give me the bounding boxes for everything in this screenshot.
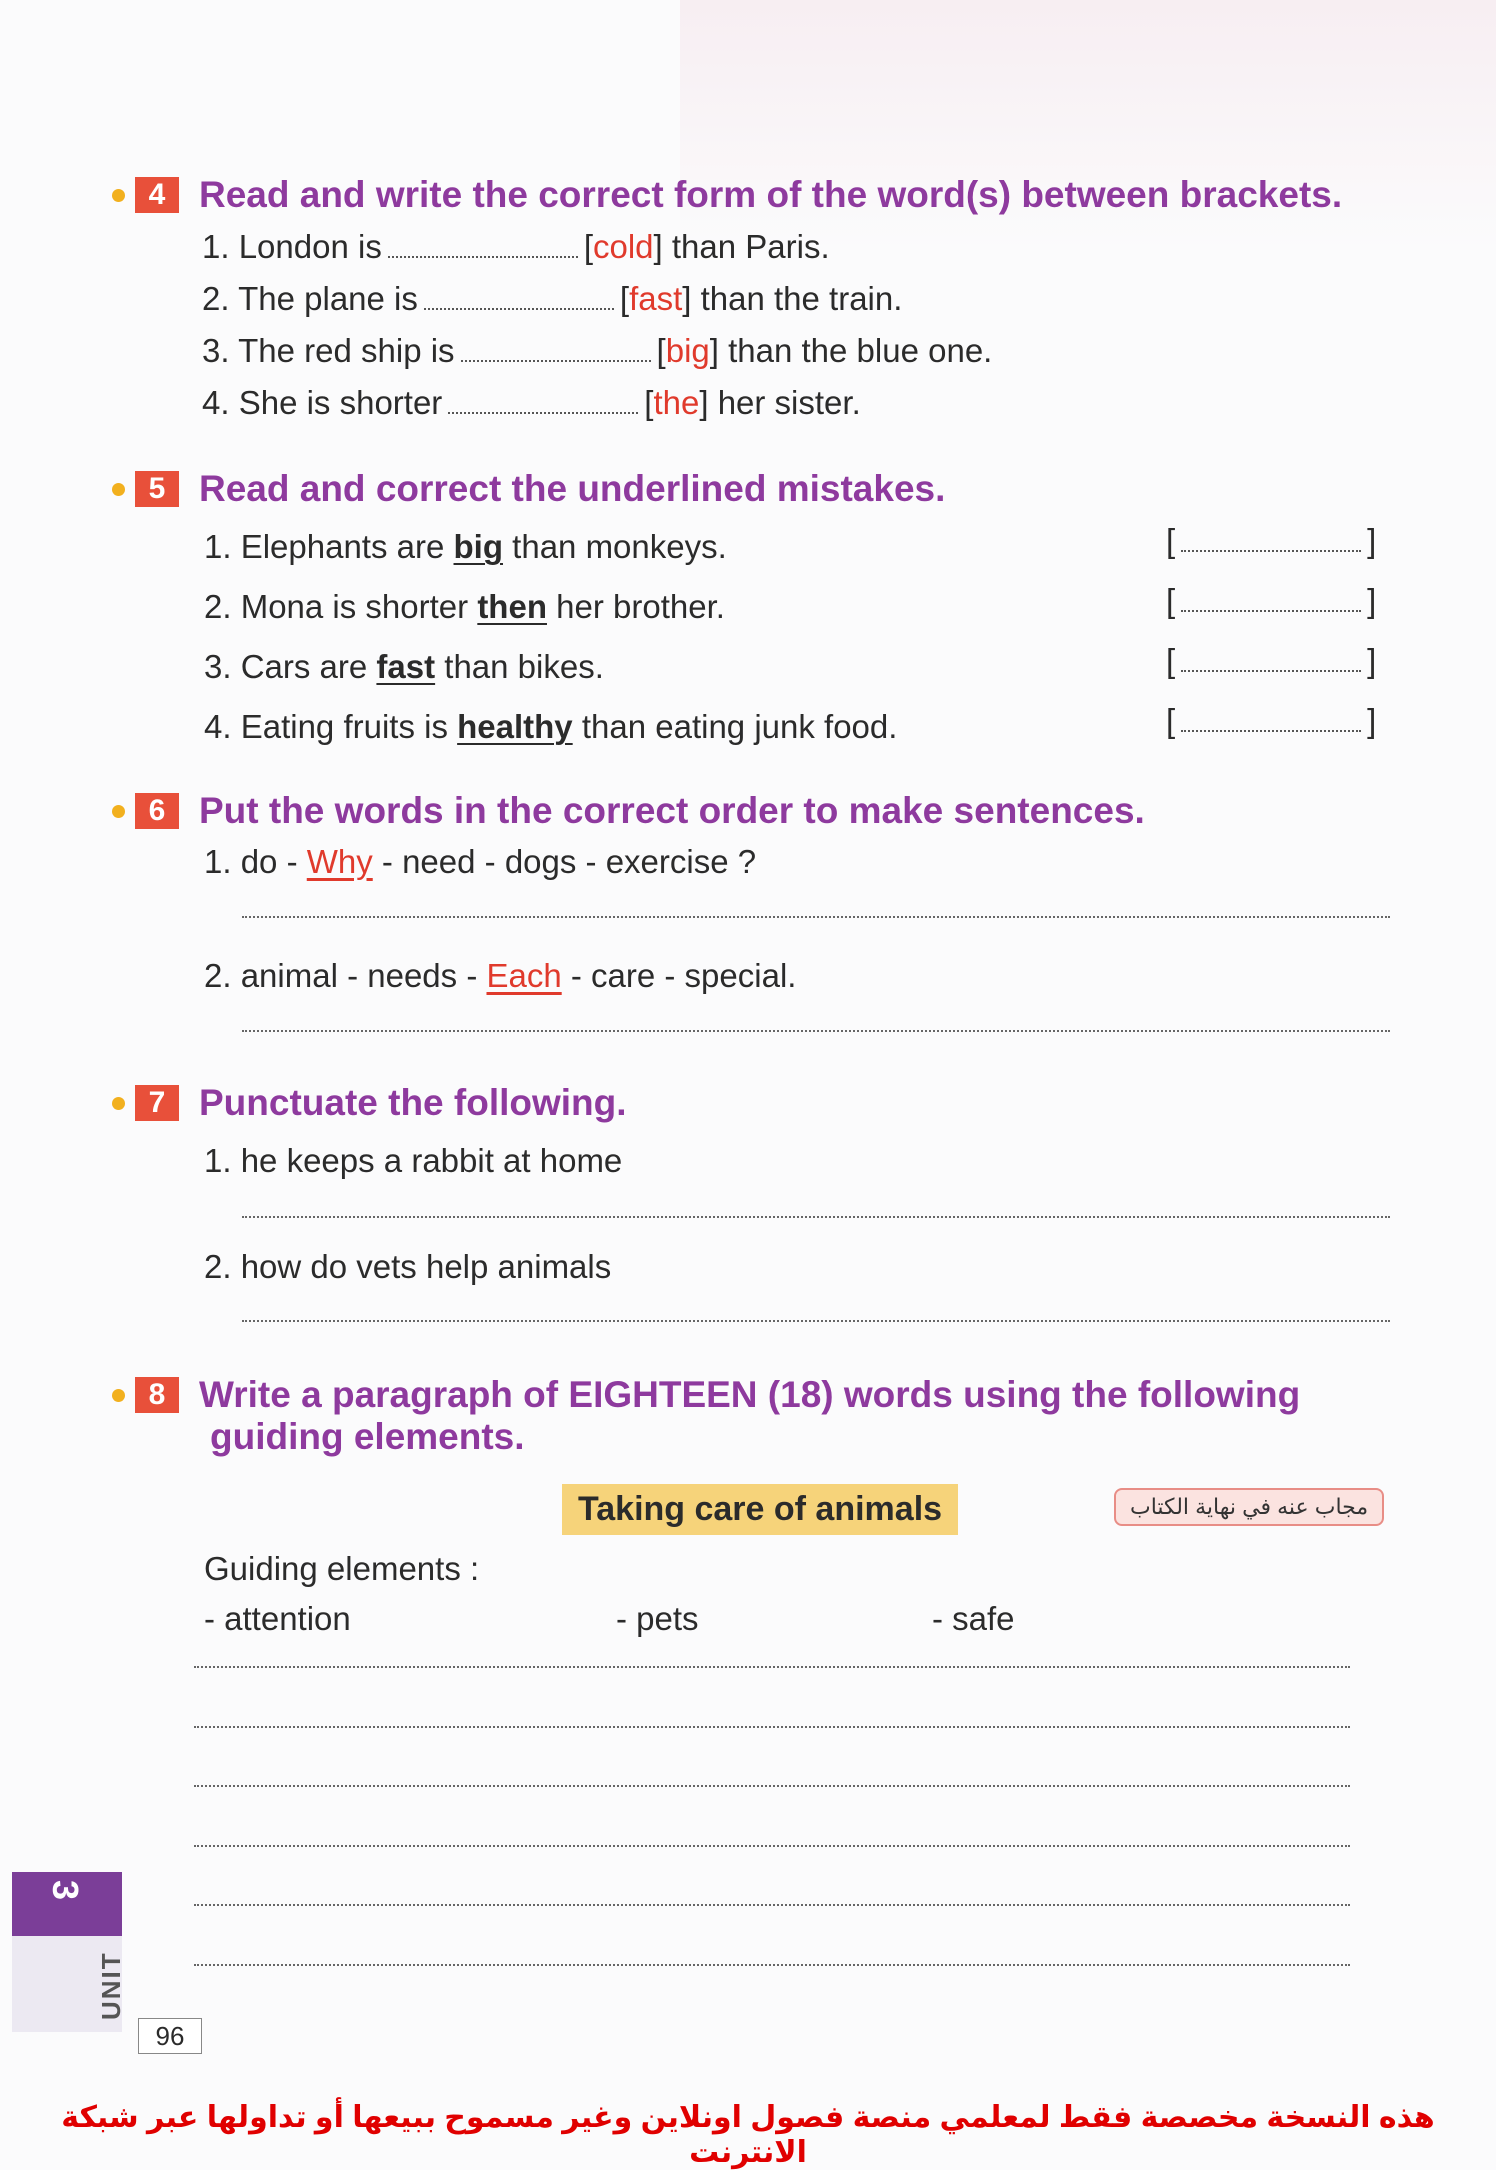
guide-item: - pets: [616, 1600, 699, 1637]
exercise-4-item-4: 4. She is shorter [the] her sister.: [202, 384, 861, 421]
guide-item: - safe: [932, 1600, 1015, 1637]
exercise-4-item-1: 1. London is [cold] than Paris.: [202, 228, 830, 265]
answer-line[interactable]: [242, 1030, 1390, 1032]
section-number: 4: [135, 177, 179, 213]
section-number: 5: [135, 471, 179, 507]
bullet-icon: [112, 1097, 125, 1110]
exercise-5-item-4: 4. Eating fruits is healthy than eating junk food.: [204, 708, 898, 745]
section-title: Read and write the correct form of the word(s) between brackets.: [199, 174, 1343, 215]
bullet-icon: [112, 483, 125, 496]
writing-line[interactable]: [194, 1666, 1350, 1668]
answer-blank[interactable]: [424, 308, 614, 310]
unit-number: 3: [45, 1880, 86, 1901]
correction-slot[interactable]: [ ]: [1166, 582, 1377, 619]
section-5-header: [112, 468, 945, 510]
section-number: 8: [135, 1377, 179, 1413]
correction-slot[interactable]: [ ]: [1166, 642, 1377, 679]
exercise-7-item-1: 1. he keeps a rabbit at home: [204, 1142, 623, 1179]
section-7-header: [112, 1082, 627, 1124]
section-title: Read and correct the underlined mistakes.: [199, 468, 946, 509]
correction-slot[interactable]: [ ]: [1166, 702, 1377, 739]
section-4-header: [112, 174, 1342, 216]
exercise-4-item-3: 3. The red ship is [big] than the blue one.: [202, 332, 993, 369]
footer-notice: هذه النسخة مخصصة فقط لمعلمي منصة فصول اونلاين وغير مسموح ببيعها أو تداولها عبر شبكة الانترنت: [61, 2101, 1435, 2169]
writing-line[interactable]: [194, 1904, 1350, 1906]
answered-badge: مجاب عنه في نهاية الكتاب: [1114, 1488, 1384, 1526]
answer-blank[interactable]: [388, 256, 578, 258]
correction-slot[interactable]: [ ]: [1166, 522, 1377, 559]
section-title-continued: guiding elements.: [210, 1416, 525, 1457]
unit-tab: [12, 1872, 126, 2032]
answer-blank[interactable]: [448, 412, 638, 414]
page-number: 96: [138, 2018, 202, 2054]
guide-item: - attention: [204, 1600, 351, 1637]
exercise-4-item-2: 2. The plane is [fast] than the train.: [202, 280, 903, 317]
section-6-header: [112, 790, 1145, 832]
guiding-label: Guiding elements :: [204, 1550, 480, 1587]
answer-line[interactable]: [242, 916, 1390, 918]
writing-line[interactable]: [194, 1964, 1350, 1966]
writing-line[interactable]: [194, 1726, 1350, 1728]
exercise-7-item-2: 2. how do vets help animals: [204, 1248, 612, 1285]
section-title: Punctuate the following.: [199, 1082, 627, 1123]
answer-line[interactable]: [242, 1216, 1390, 1218]
exercise-5-item-1: 1. Elephants are big than monkeys.: [204, 528, 727, 565]
section-8-header: [112, 1374, 1300, 1416]
section-number: 7: [135, 1085, 179, 1121]
bullet-icon: [112, 1389, 125, 1402]
exercise-6-item-2: 2. animal - needs - Each - care - special.: [204, 957, 797, 994]
writing-line[interactable]: [194, 1785, 1350, 1787]
answer-blank[interactable]: [461, 360, 651, 362]
writing-line[interactable]: [194, 1845, 1350, 1847]
section-title: Put the words in the correct order to make sentences.: [199, 790, 1145, 831]
exercise-6-item-1: 1. do - Why - need - dogs - exercise ?: [204, 843, 757, 880]
answer-line[interactable]: [242, 1320, 1390, 1322]
bullet-icon: [112, 189, 125, 202]
section-title: Write a paragraph of EIGHTEEN (18) words using the following: [199, 1374, 1301, 1415]
section-number: 6: [135, 793, 179, 829]
exercise-5-item-2: 2. Mona is shorter then her brother.: [204, 588, 725, 625]
exercise-5-item-3: 3. Cars are fast than bikes.: [204, 648, 604, 685]
unit-label: UNIT: [96, 1951, 126, 2020]
paragraph-topic: Taking care of animals: [562, 1484, 958, 1535]
bullet-icon: [112, 805, 125, 818]
